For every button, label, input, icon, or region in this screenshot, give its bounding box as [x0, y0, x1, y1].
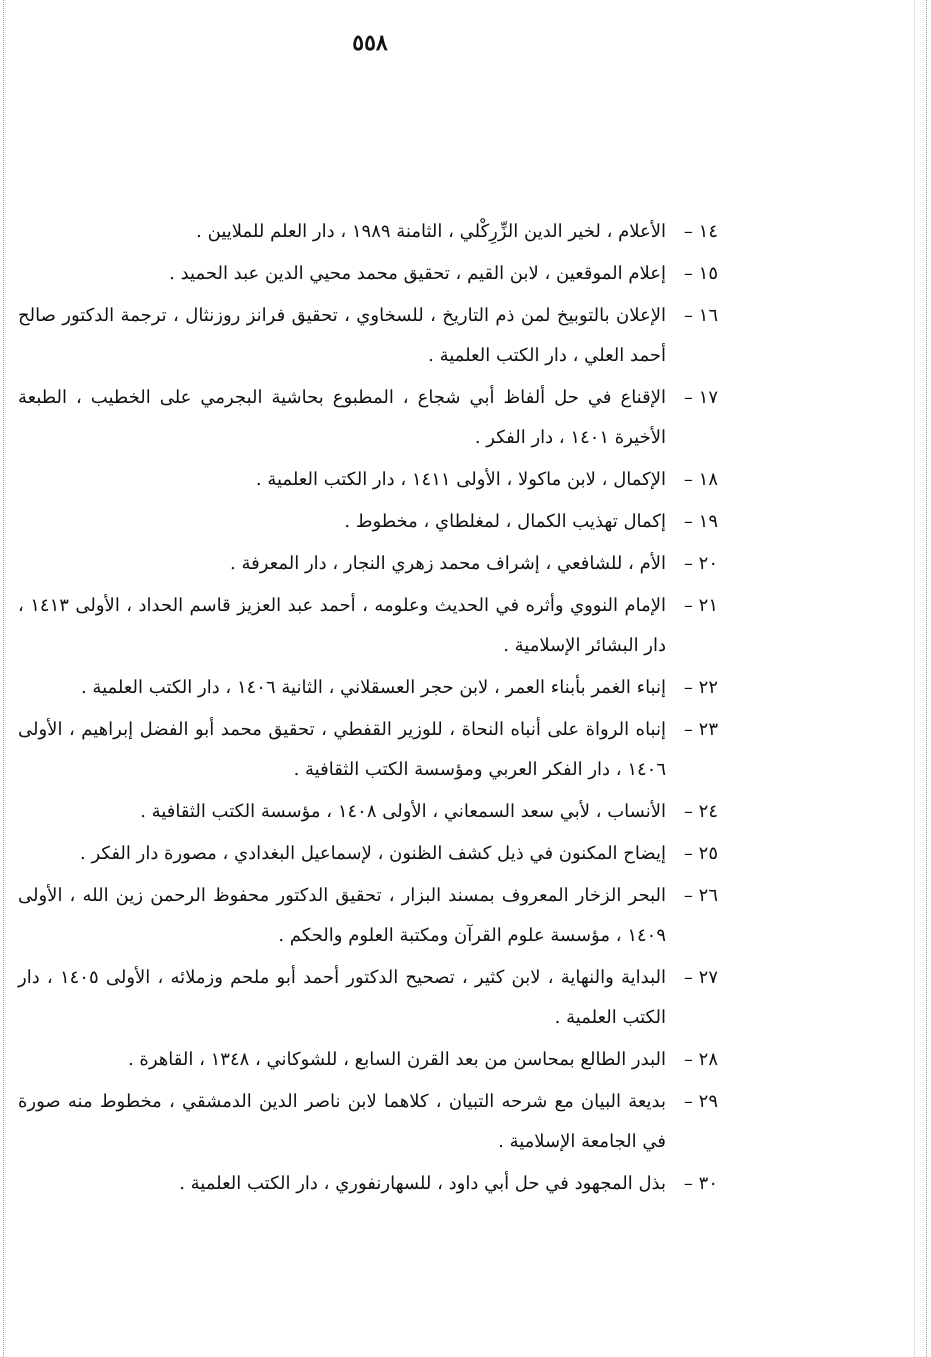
bibliography-entry	[18, 834, 718, 874]
entry-number: ٢٠ –	[683, 553, 718, 574]
entry-number: ٢٨ –	[683, 1049, 718, 1070]
entry-number: ٢٤ –	[683, 801, 718, 822]
entry-text: إنباه الرواة على أنباه النحاة ، للوزير القفطي ، تحقيق محمد أبو الفضل إبراهيم ، الأولى ١٤٠٦ ، دار الفكر العربي ومؤسسة الكتب الثقافية .	[18, 719, 666, 780]
entry-text: الإمام النووي وأثره في الحديث وعلومه ، أحمد عبد العزيز قاسم الحداد ، الأولى ١٤١٣ ، دار البشائر الإسلامية .	[18, 595, 667, 656]
entry-number: ٢٩ –	[683, 1091, 718, 1112]
entry-text: البدر الطالع بمحاسن من بعد القرن السابع ، للشوكاني ، ١٣٤٨ ، القاهرة .	[127, 1049, 666, 1070]
entry-text: إنباء الغمر بأبناء العمر ، لابن حجر العسقلاني ، الثانية ١٤٠٦ ، دار الكتب العلمية .	[80, 677, 666, 698]
entry-text: الأم ، للشافعي ، إشراف محمد زهري النجار ، دار المعرفة .	[230, 553, 666, 574]
page-number: ٥٥٨	[352, 30, 388, 56]
bibliography-entry	[18, 586, 718, 666]
bibliography-list	[18, 212, 718, 1206]
entry-number: ١٤ –	[683, 221, 718, 242]
bibliography-entry	[18, 502, 718, 542]
bibliography-entry	[18, 1082, 718, 1162]
entry-number: ١٩ –	[683, 511, 718, 532]
entry-text: البحر الزخار المعروف بمسند البزار ، تحقيق الدكتور محفوظ الرحمن زين الله ، الأولى ١٤٠٩ ، مؤسسة علوم القرآن ومكتبة العلوم والحكم .	[18, 885, 666, 946]
entry-text: الإعلان بالتوبيخ لمن ذم التاريخ ، للسخاوي ، تحقيق فرانز روزنثال ، ترجمة الدكتور صالح أحمد العلي ، دار الكتب العلمية .	[18, 305, 666, 366]
scan-margin-guide-left	[3, 0, 4, 1357]
entry-number: ٢٣ –	[683, 719, 718, 740]
bibliography-entry	[18, 254, 718, 294]
bibliography-entry	[18, 378, 718, 458]
entry-text: الأنساب ، لأبي سعد السمعاني ، الأولى ١٤٠٨ ، مؤسسة الكتب الثقافية .	[140, 801, 666, 822]
entry-number: ١٦ –	[683, 305, 718, 326]
entry-text: الإكمال ، لابن ماكولا ، الأولى ١٤١١ ، دار الكتب العلمية .	[255, 469, 666, 490]
scan-margin-guide-right	[926, 0, 927, 1357]
bibliography-entry	[18, 212, 718, 252]
entry-number: ٢٧ –	[683, 967, 718, 988]
bibliography-entry	[18, 876, 718, 956]
entry-text: الأعلام ، لخير الدين الزِّرِكْلي ، الثامنة ١٩٨٩ ، دار العلم للملايين .	[196, 221, 666, 242]
bibliography-entry	[18, 460, 718, 500]
bibliography-entry	[18, 710, 718, 790]
bibliography-entry	[18, 1164, 718, 1204]
entry-number: ٣٠ –	[683, 1173, 718, 1194]
bibliography-entry	[18, 792, 718, 832]
entry-text: إيضاح المكنون في ذيل كشف الظنون ، لإسماعيل البغدادي ، مصورة دار الفكر .	[80, 843, 666, 864]
entry-number: ١٥ –	[683, 263, 718, 284]
bibliography-entry	[18, 544, 718, 584]
entry-text: إكمال تهذيب الكمال ، لمغلطاي ، مخطوط .	[344, 511, 666, 532]
entry-number: ١٧ –	[683, 387, 718, 408]
entry-number: ٢١ –	[683, 595, 718, 616]
entry-number: ١٨ –	[683, 469, 718, 490]
entry-number: ٢٢ –	[683, 677, 718, 698]
bibliography-entry	[18, 1040, 718, 1080]
bibliography-entry	[18, 958, 718, 1038]
bibliography-entry	[18, 668, 718, 708]
entry-text: البداية والنهاية ، لابن كثير ، تصحيح الدكتور أحمد أبو ملحم وزملائه ، الأولى ١٤٠٥ ، دار الكتب العلمية .	[18, 967, 667, 1028]
entry-text: بذل المجهود في حل أبي داود ، للسهارنفوري ، دار الكتب العلمية .	[179, 1173, 666, 1194]
entry-number: ٢٦ –	[683, 885, 718, 906]
entry-text: الإقناع في حل ألفاظ أبي شجاع ، المطبوع بحاشية البجرمي على الخطيب ، الطبعة الأخيرة ١٤٠١ ، دار الفكر .	[18, 387, 666, 448]
entry-text: بديعة البيان مع شرحه التبيان ، كلاهما لابن ناصر الدين الدمشقي ، مخطوط منه صورة في الجامعة الإسلامية .	[18, 1091, 666, 1152]
entry-number: ٢٥ –	[683, 843, 718, 864]
entry-text: إعلام الموقعين ، لابن القيم ، تحقيق محمد محيي الدين عبد الحميد .	[169, 263, 666, 284]
bibliography-entry	[18, 296, 718, 376]
scan-margin-guide-right-inner	[914, 0, 915, 1357]
